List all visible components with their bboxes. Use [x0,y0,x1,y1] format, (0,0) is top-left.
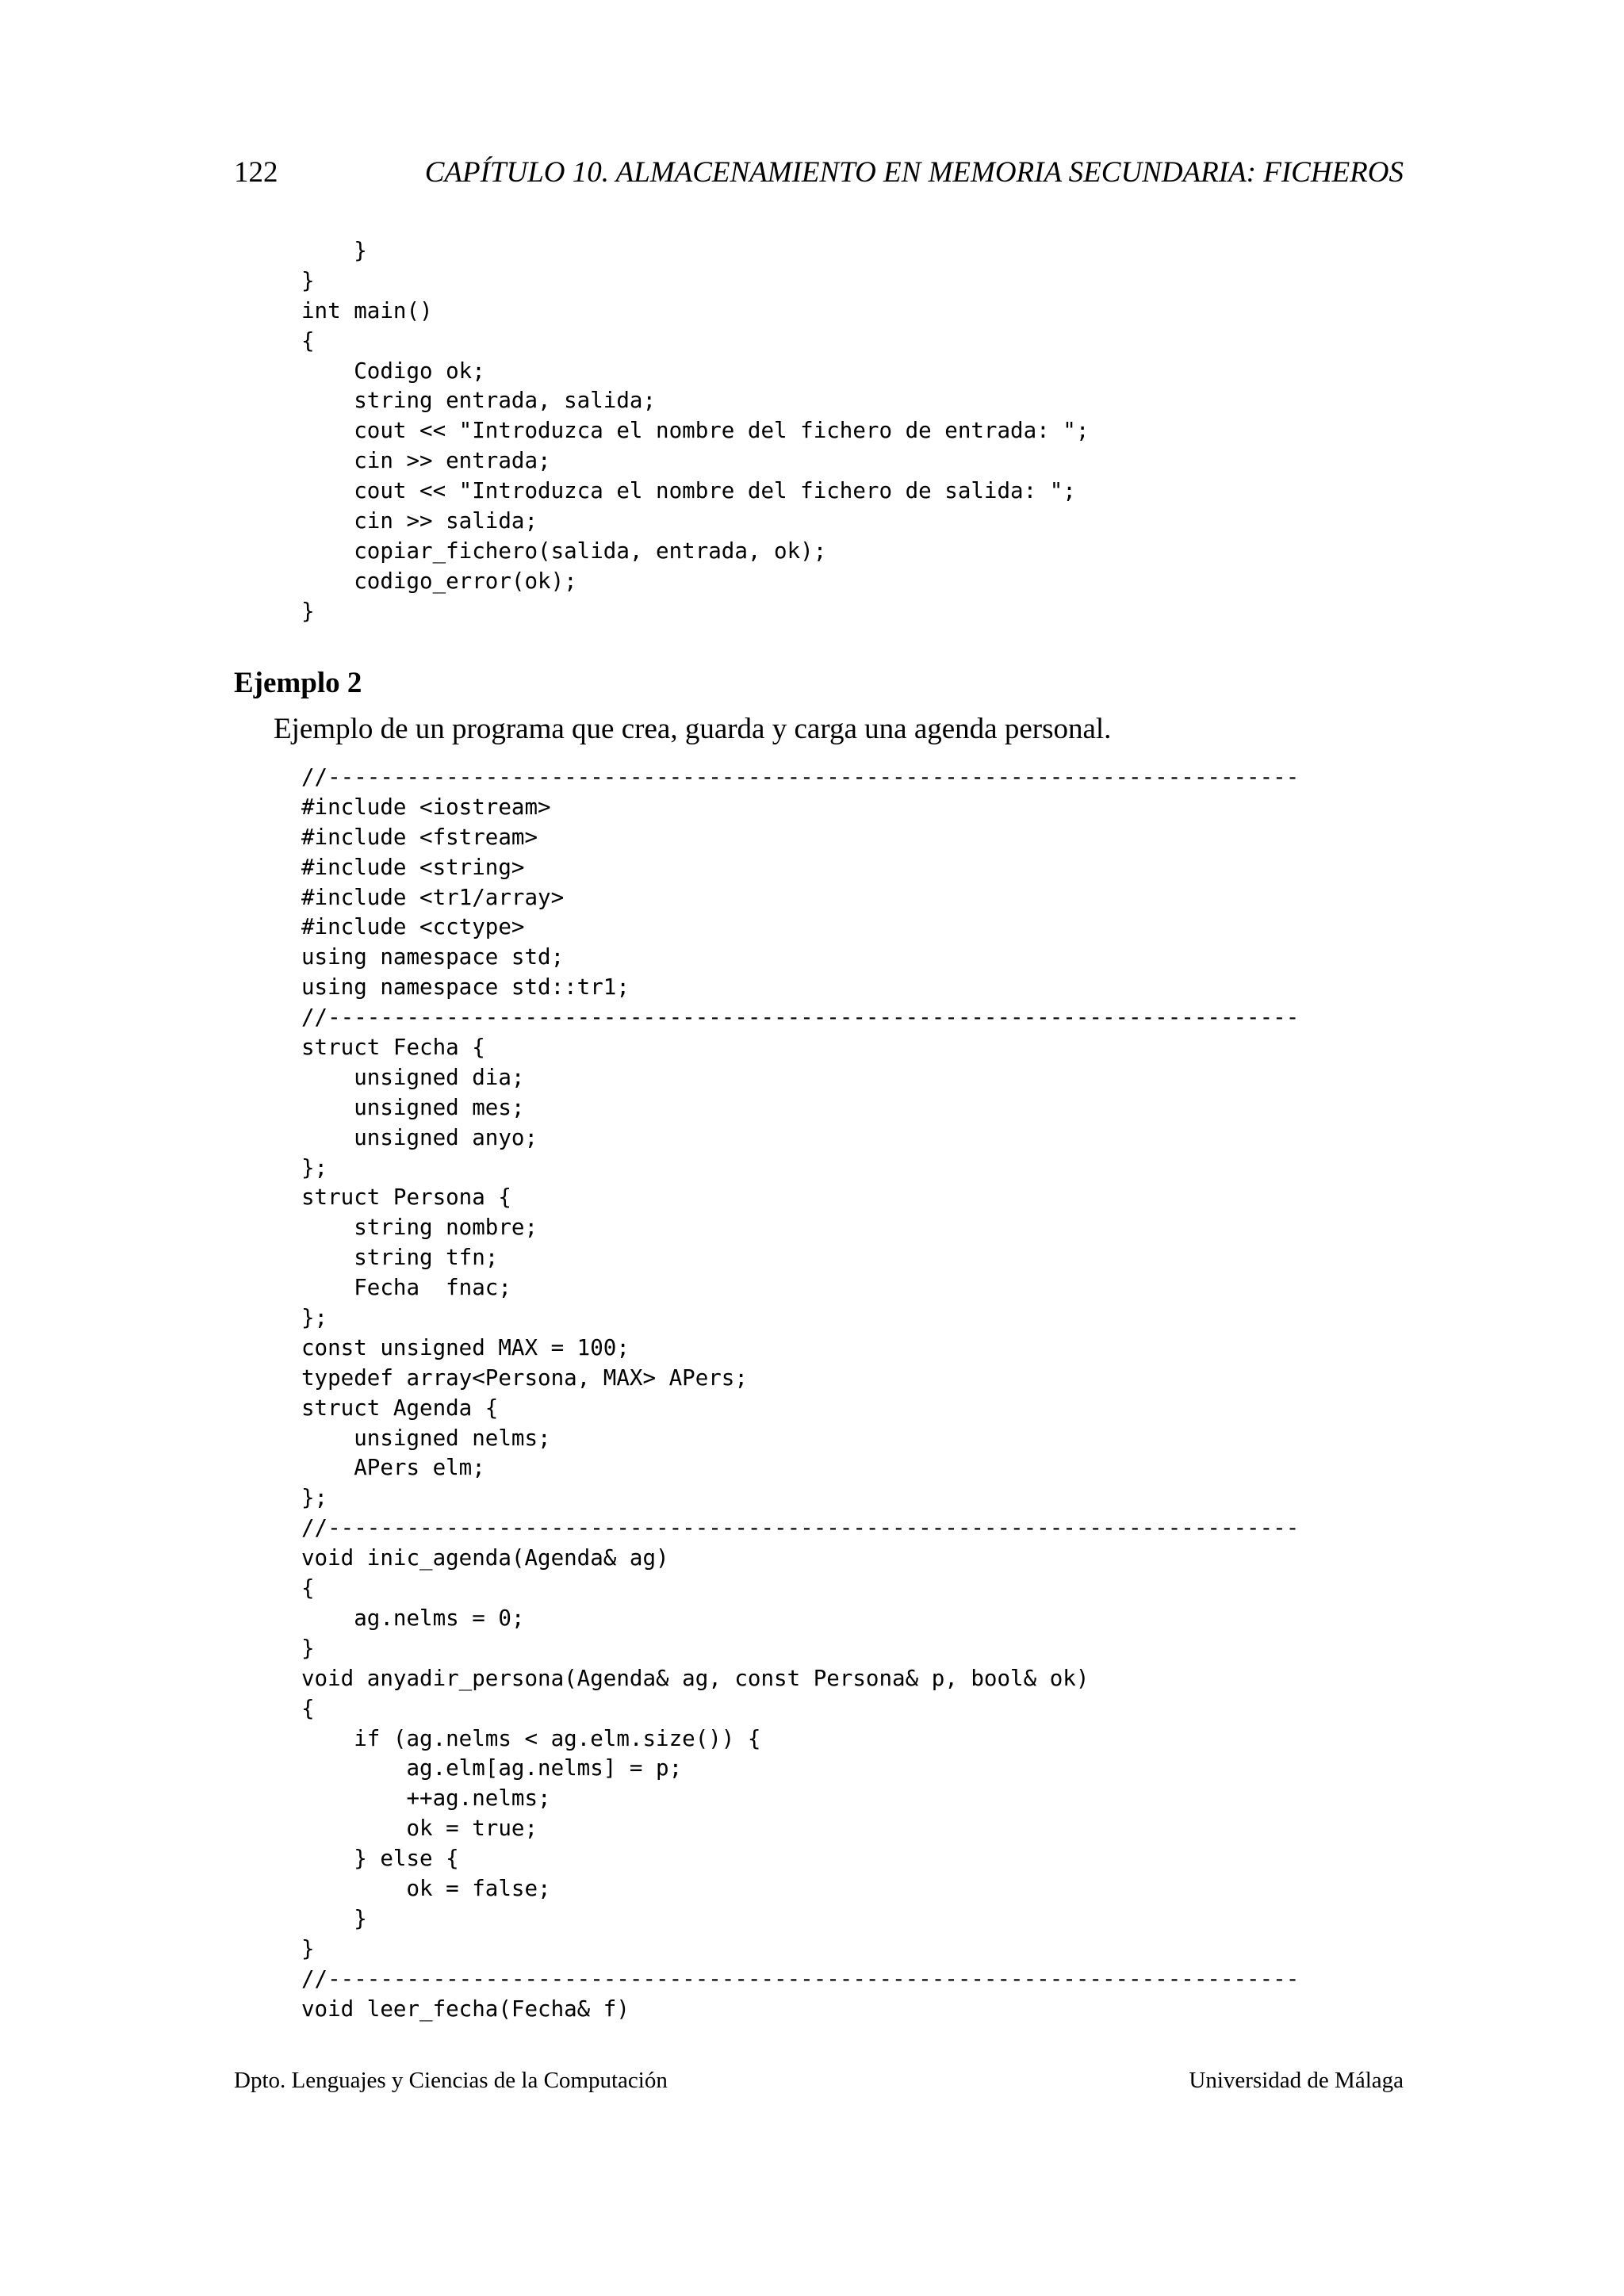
code-line: }; [301,1485,328,1511]
code-line: { [301,327,315,354]
code-line: { [301,1575,315,1601]
code-line: Codigo ok; [301,358,485,384]
code-line: unsigned dia; [301,1064,525,1090]
code-line: ok = false; [301,1875,551,1901]
code-line: string nombre; [301,1215,538,1241]
code-line: ag.elm[ag.nelms] = p; [301,1755,683,1781]
code-line: int main() [301,297,433,323]
code-line: unsigned nelms; [301,1425,551,1451]
code-line: }; [301,1305,328,1331]
footer-university: Universidad de Málaga [1189,2068,1404,2093]
code-block [301,236,1089,627]
code-line: using namespace std; [301,944,565,970]
code-line: //-------------------------------------------------------------------------- [301,1965,1300,1992]
code-line: } [301,1635,315,1661]
code-line: #include <cctype> [301,914,525,940]
code-line: Fecha fnac; [301,1275,511,1301]
code-line: if (ag.nelms < ag.elm.size()) { [301,1725,761,1751]
page-footer [234,2068,1404,2099]
code-line: #include <string> [301,854,525,880]
code-line: } [301,238,367,263]
code-line: } [301,598,315,624]
code-line: cin >> salida; [301,508,538,534]
code-line: struct Persona { [301,1184,511,1211]
code-line: codigo_error(ok); [301,568,577,594]
code-line: //-------------------------------------------------------------------------- [301,764,1300,790]
code-line: } [301,1935,315,1961]
code-line: string tfn; [301,1245,499,1271]
code-line: ok = true; [301,1816,538,1842]
footer-department: Dpto. Lenguajes y Ciencias de la Computación [234,2068,668,2093]
code-line: #include <iostream> [301,794,551,820]
chapter-title: CAPÍTULO 10. ALMACENAMIENTO EN MEMORIA SECUNDARIA: FICHEROS [424,156,1404,189]
code-line: void leer_fecha(Fecha& f) [301,1996,630,2022]
code-line: }; [301,1154,328,1181]
code-line: } [301,1905,367,1931]
code-line: #include <tr1/array> [301,884,565,910]
code-line: typedef array<Persona, MAX> APers; [301,1364,748,1391]
code-line: cin >> entrada; [301,448,551,474]
code-line: using namespace std::tr1; [301,974,630,1001]
code-line: cout << "Introduzca el nombre del fichero de salida: "; [301,478,1076,504]
code-line: } else { [301,1846,459,1872]
code-line: struct Fecha { [301,1035,485,1061]
code-line: void anyadir_persona(Agenda& ag, const Persona& p, bool& ok) [301,1665,1090,1691]
page-header [234,155,1404,193]
code-line: ag.nelms = 0; [301,1605,525,1631]
code-line: APers elm; [301,1455,485,1481]
code-line: ++ag.nelms; [301,1785,551,1812]
code-line: void inic_agenda(Agenda& ag) [301,1545,669,1571]
code-line: //-------------------------------------------------------------------------- [301,1004,1300,1031]
code-line: const unsigned MAX = 100; [301,1334,630,1360]
code-line: unsigned mes; [301,1094,525,1120]
code-line: #include <fstream> [301,824,538,850]
code-line: string entrada, salida; [301,388,657,414]
code-line: copiar_fichero(salida, entrada, ok); [301,538,827,564]
page-number: 122 [234,156,278,189]
code-block [301,763,1299,2024]
code-line: //-------------------------------------------------------------------------- [301,1515,1300,1541]
code-line: unsigned anyo; [301,1124,538,1150]
section-heading: Ejemplo 2 [234,667,362,699]
code-line: struct Agenda { [301,1395,499,1421]
section-paragraph: Ejemplo de un programa que crea, guarda y carga una agenda personal. [274,713,1112,745]
code-line: } [301,267,315,293]
code-line: { [301,1695,315,1721]
code-line: cout << "Introduzca el nombre del fichero de entrada: "; [301,418,1090,444]
